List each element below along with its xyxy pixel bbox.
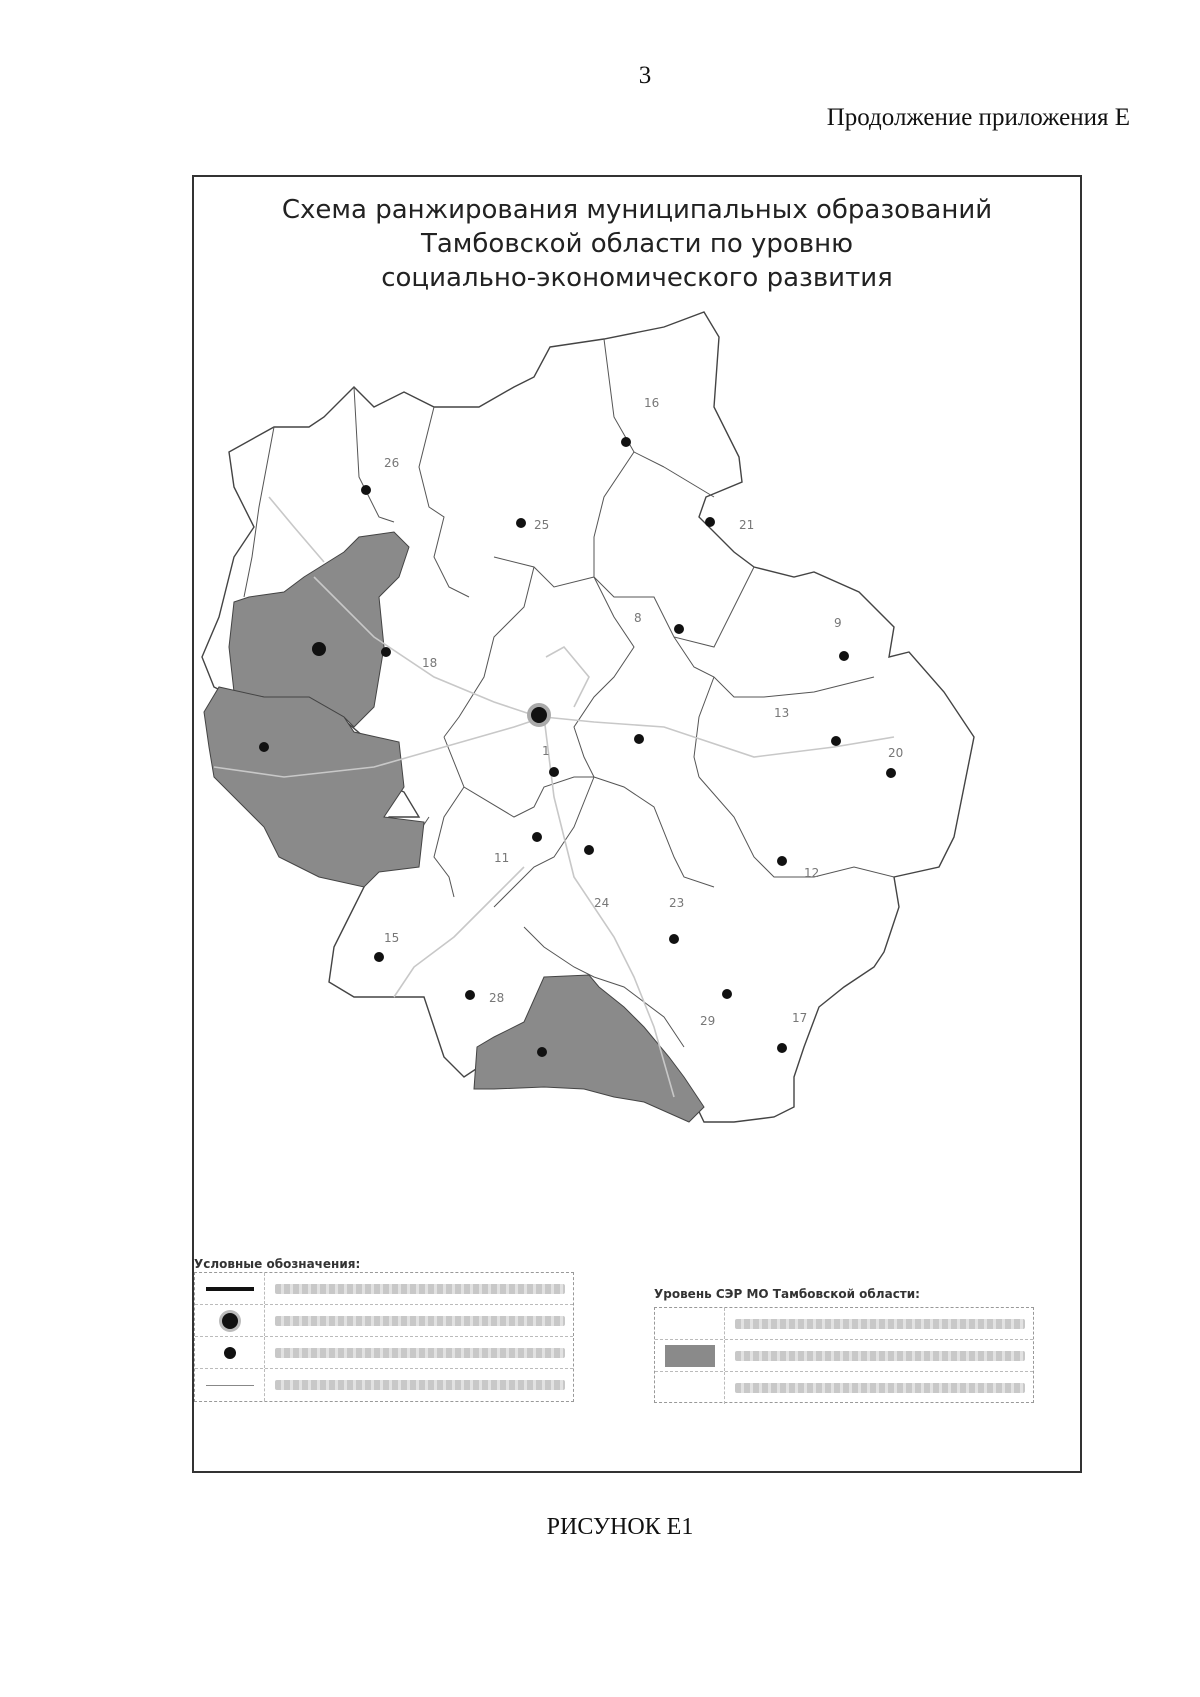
figure-caption: РИСУНОК Е1 <box>546 1514 694 1540</box>
district-label: 23 <box>669 896 685 910</box>
legend-row <box>655 1340 1033 1372</box>
legend-row <box>195 1369 573 1401</box>
center-24 <box>634 734 644 744</box>
legend-row <box>195 1337 573 1369</box>
district-label: 12 <box>804 866 820 880</box>
legend-text <box>735 1381 1025 1395</box>
center-south <box>537 1047 547 1057</box>
district-label: 26 <box>384 456 400 470</box>
legend-symbol <box>195 1273 265 1304</box>
thick-line-icon <box>206 1287 254 1291</box>
center-northwest <box>312 642 326 656</box>
center-17 <box>777 1043 787 1053</box>
district-label: 25 <box>534 518 550 532</box>
center-9 <box>839 651 849 661</box>
legend-symbol <box>195 1369 265 1401</box>
district-label: 24 <box>594 896 610 910</box>
white-swatch-icon <box>665 1377 715 1399</box>
thin-line-icon <box>206 1385 254 1386</box>
center-16 <box>621 437 631 447</box>
center-25 <box>516 518 526 528</box>
legend-symbol <box>655 1308 725 1339</box>
legend-row <box>195 1305 573 1337</box>
map-title-line-2: Тамбовской области по уровню <box>420 229 854 259</box>
legend-heading: Уровень СЭР МО Тамбовской области: <box>654 1287 920 1301</box>
legend-text <box>735 1317 1025 1331</box>
center-18 <box>381 647 391 657</box>
legend-text <box>275 1378 565 1392</box>
district-label: 16 <box>644 396 660 410</box>
legend-box <box>654 1307 1034 1403</box>
center-21 <box>705 517 715 527</box>
district-label: 20 <box>888 746 904 760</box>
center-12 <box>777 856 787 866</box>
map-title-line-1: Схема ранжирования муниципальных образований <box>281 195 993 225</box>
center-28 <box>465 990 475 1000</box>
legend-heading: Условные обозначения: <box>194 1257 361 1271</box>
legend-symbol <box>195 1305 265 1336</box>
district-label: 17 <box>792 1011 808 1025</box>
legend-symbol <box>195 1337 265 1368</box>
center-20 <box>886 768 896 778</box>
district-label: 18 <box>422 656 438 670</box>
center-11 <box>532 832 542 842</box>
legend-row <box>655 1308 1033 1340</box>
district-label: 13 <box>774 706 790 720</box>
district-label: 15 <box>384 931 400 945</box>
legend-text <box>275 1282 565 1296</box>
grey-swatch-icon <box>665 1345 715 1367</box>
legend-text <box>735 1349 1025 1363</box>
center-22 <box>584 845 594 855</box>
center-29 <box>722 989 732 999</box>
regional-center-tambov <box>529 705 549 725</box>
dot-icon <box>224 1347 236 1359</box>
legend-row <box>655 1372 1033 1404</box>
district-label: 29 <box>700 1014 716 1028</box>
center-8 <box>674 624 684 634</box>
district-label: 8 <box>634 611 642 625</box>
center-west <box>259 742 269 752</box>
district-label: 28 <box>489 991 505 1005</box>
center-26 <box>361 485 371 495</box>
legend-symbol <box>655 1340 725 1371</box>
legend-box <box>194 1272 574 1402</box>
district-label: 9 <box>834 616 842 630</box>
district-label: 1 <box>542 744 550 758</box>
large-dot-icon <box>222 1313 238 1329</box>
legend-symbol <box>655 1372 725 1404</box>
center-15 <box>374 952 384 962</box>
center-13 <box>831 736 841 746</box>
map-title-line-3: социально-экономического развития <box>381 263 893 293</box>
legend-row <box>195 1273 573 1305</box>
center-23 <box>669 934 679 944</box>
legend-text <box>275 1346 565 1360</box>
appendix-continuation-note: Продолжение приложения Е <box>826 104 1130 131</box>
district-label: 21 <box>739 518 755 532</box>
white-swatch-icon <box>665 1313 715 1335</box>
page-number: 3 <box>638 62 652 89</box>
district-label: 11 <box>494 851 510 865</box>
center-1 <box>549 767 559 777</box>
figure-frame <box>192 175 1082 1473</box>
legend-text <box>275 1314 565 1328</box>
